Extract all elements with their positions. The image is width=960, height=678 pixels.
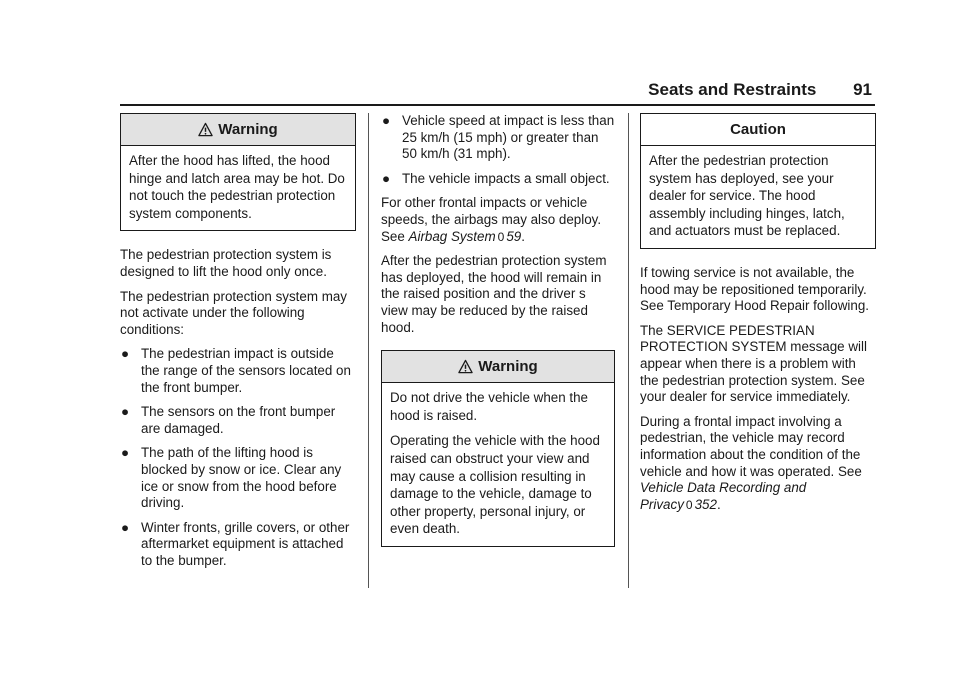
paragraph: The pedestrian protection system is designed to lift the hood only once. (120, 247, 332, 279)
column-divider-1 (368, 113, 369, 588)
paragraph: If towing service is not available, the hood may be repositioned temporarily. See Temporary Hood Repair following. (640, 264, 869, 314)
bullet-dot: ● (121, 519, 130, 535)
paragraph: After the pedestrian protection system has deployed, the hood will remain in the raised position and the driver s view may be reduced by the raised hood. (381, 253, 607, 335)
caution-text: After the pedestrian protection system has deployed, see your dealer for service. The hood assembly including hinges, latch, and actuators must be replaced. (649, 153, 845, 239)
list-item-text: The pedestrian impact is outside the range of the sensors located on the front bumper. (141, 346, 351, 395)
list-item (120, 346, 356, 396)
paragraph-airbag-reference (381, 195, 615, 245)
warning-text: Do not drive the vehicle when the hood is raised. (390, 390, 589, 423)
airbag-system-link[interactable]: Airbag System (408, 228, 496, 244)
bullet-dot: ● (121, 346, 130, 362)
caution-box-body (641, 146, 875, 248)
caution-box (640, 113, 876, 249)
paragraph: The SERVICE PEDESTRIAN PROTECTION SYSTEM message will appear when there is a problem with the pedestrian protection system. See your dealer for service immediately. (640, 322, 867, 405)
header-rule (120, 104, 875, 106)
period: . (521, 228, 525, 244)
period: . (716, 496, 721, 512)
warning-box-hood-raised (381, 350, 615, 547)
list-item (120, 520, 356, 570)
bullet-dot: ● (121, 445, 130, 461)
warning-box-header (382, 351, 614, 383)
bullet-dot: ● (382, 170, 391, 186)
list-item (120, 404, 356, 437)
list-item (120, 445, 356, 511)
list-item-text: The path of the lifting hood is blocked by snow or ice. Clear any ice or snow from the hood before driving. (141, 445, 342, 511)
paragraph-data-recording-reference (640, 414, 876, 514)
warning-text: Operating the vehicle with the hood raised can obstruct your view and may cause a collision resulting in damage to the vehicle, damage to other property, personal injury, or even death. (390, 433, 600, 537)
warning-box-body (382, 383, 614, 546)
caution-box-header: Caution (641, 114, 875, 146)
section-title: Seats and Restraints (648, 80, 817, 99)
paragraph: The pedestrian protection system may not activate under the following conditions: (120, 288, 348, 337)
paragraph-text: During a frontal impact involving a pedestrian, the vehicle may record information about the condition of the vehicle and how it was operated. See (640, 413, 862, 479)
page-reference[interactable]: 352 (694, 496, 717, 512)
warning-box-body (121, 146, 355, 230)
column-3 (640, 113, 876, 521)
bullet-dot: ● (382, 113, 391, 128)
warning-triangle-icon (198, 122, 213, 137)
warning-box-hood-hot (120, 113, 356, 231)
list-item-text: Winter fronts, grille covers, or other aftermarket equipment is attached to the bumper. (141, 519, 350, 568)
warning-title: Warning (478, 358, 538, 376)
column-1 (120, 113, 356, 577)
list-item (381, 171, 615, 188)
vehicle-data-recording-link[interactable]: Vehicle Data Recording and Privacy (640, 480, 807, 512)
reference-arrow-icon: 0 (497, 229, 505, 244)
list-item-text: Vehicle speed at impact is less than 25 km/h (15 mph) or greater than 50 km/h (31 mph). (402, 113, 615, 162)
column-divider-2 (628, 113, 629, 588)
reference-arrow-icon: 0 (685, 497, 693, 512)
list-item (381, 113, 615, 163)
warning-triangle-icon (458, 359, 473, 374)
warning-text: After the hood has lifted, the hood hinge and latch area may be hot. Do not touch the pedestrian protection system components. (129, 153, 345, 221)
page-reference[interactable]: 59 (506, 228, 522, 244)
bullet-dot: ● (121, 404, 130, 420)
page-header (648, 80, 872, 100)
list-item-text: The sensors on the front bumper are damaged. (141, 404, 336, 436)
list-item-text: The vehicle impacts a small object. (402, 170, 610, 186)
column-2 (381, 113, 615, 563)
warning-title: Warning (218, 121, 278, 138)
page-number: 91 (853, 80, 872, 99)
warning-box-header (121, 114, 355, 146)
paragraph-text: For other frontal impacts or vehicle speeds, the airbags may also deploy. See (381, 195, 602, 244)
